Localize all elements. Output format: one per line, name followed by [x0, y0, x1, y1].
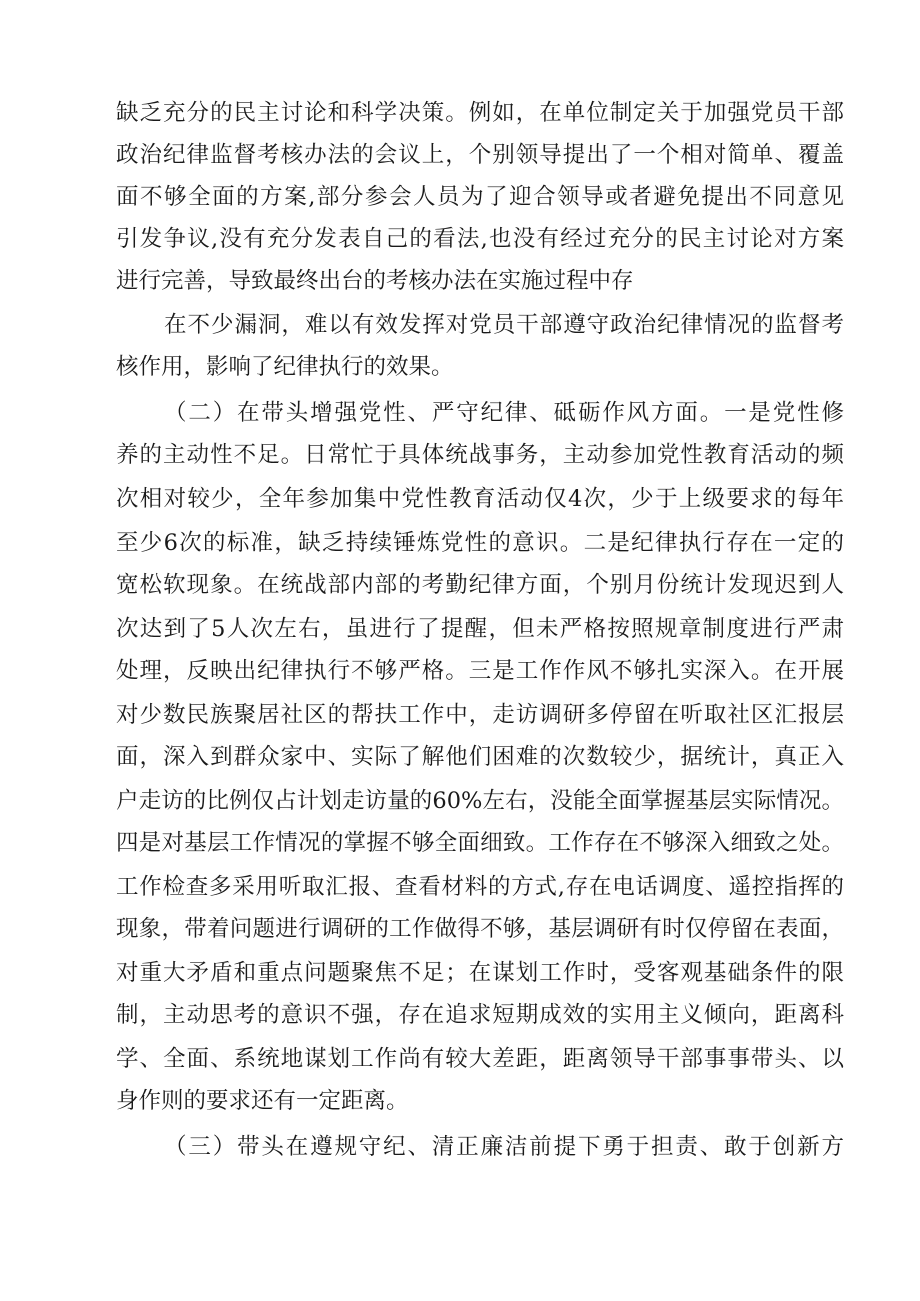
text-line: 至少6次的标准，缺乏持续锤炼党性的意识。二是纪律执行存在一定的: [116, 530, 844, 556]
section-heading-line: （三）带头在遵规守纪、清正廉洁前提下勇于担责、敢于创新方: [164, 1134, 844, 1160]
text-line: 面不够全面的方案,部分参会人员为了迎合领导或者避免提出不同意见: [116, 184, 844, 210]
text-line: 工作检查多采用听取汇报、查看材料的方式,存在电话调度、遥控指挥的: [116, 874, 844, 900]
text-line: 核作用，影响了纪律执行的效果。: [116, 354, 454, 380]
text-line: 四是对基层工作情况的掌握不够全面细致。工作存在不够深入细致之处。: [116, 830, 844, 856]
text-line: 面，深入到群众家中、实际了解他们困难的次数较少，据统计，真正入: [116, 744, 844, 770]
text-line: 次相对较少，全年参加集中党性教育活动仅4次，少于上级要求的每年: [116, 486, 844, 512]
text-line: 学、全面、系统地谋划工作尚有较大差距，距离领导干部事事带头、以: [116, 1046, 844, 1072]
text-line: 宽松软现象。在统战部内部的考勤纪律方面，个别月份统计发现迟到人: [116, 572, 844, 598]
text-line: 处理，反映出纪律执行不够严格。三是工作作风不够扎实深入。在开展: [116, 658, 844, 684]
text-line: 制，主动思考的意识不强，存在追求短期成效的实用主义倾向，距离科: [116, 1002, 844, 1028]
text-line: 在不少漏洞，难以有效发挥对党员干部遵守政治纪律情况的监督考: [164, 312, 844, 338]
text-line: 引发争议,没有充分发表自己的看法,也没有经过充分的民主讨论对方案: [116, 226, 844, 252]
text-line: 缺乏充分的民主讨论和科学决策。例如，在单位制定关于加强党员干部: [116, 100, 844, 126]
text-line: 户走访的比例仅占计划走访量的60%左右，没能全面掌握基层实际情况。: [116, 788, 844, 814]
text-line: 现象，带着问题进行调研的工作做得不够，基层调研有时仅停留在表面，: [116, 916, 844, 942]
text-line: 对重大矛盾和重点问题聚焦不足；在谋划工作时，受客观基础条件的限: [116, 960, 844, 986]
text-line: 养的主动性不足。日常忙于具体统战事务，主动参加党性教育活动的频: [116, 442, 844, 468]
text-line: 进行完善，导致最终出台的考核办法在实施过程中存: [116, 268, 634, 294]
text-line: 身作则的要求还有一定距离。: [116, 1088, 409, 1114]
section-heading-line: （二）在带头增强党性、严守纪律、砥砺作风方面。一是党性修: [164, 400, 844, 426]
text-line: 对少数民族聚居社区的帮扶工作中，走访调研多停留在听取社区汇报层: [116, 702, 844, 728]
text-line: 政治纪律监督考核办法的会议上，个别领导提出了一个相对简单、覆盖: [116, 142, 844, 168]
text-line: 次达到了5人次左右，虽进行了提醒，但未严格按照规章制度进行严肃: [116, 616, 844, 642]
